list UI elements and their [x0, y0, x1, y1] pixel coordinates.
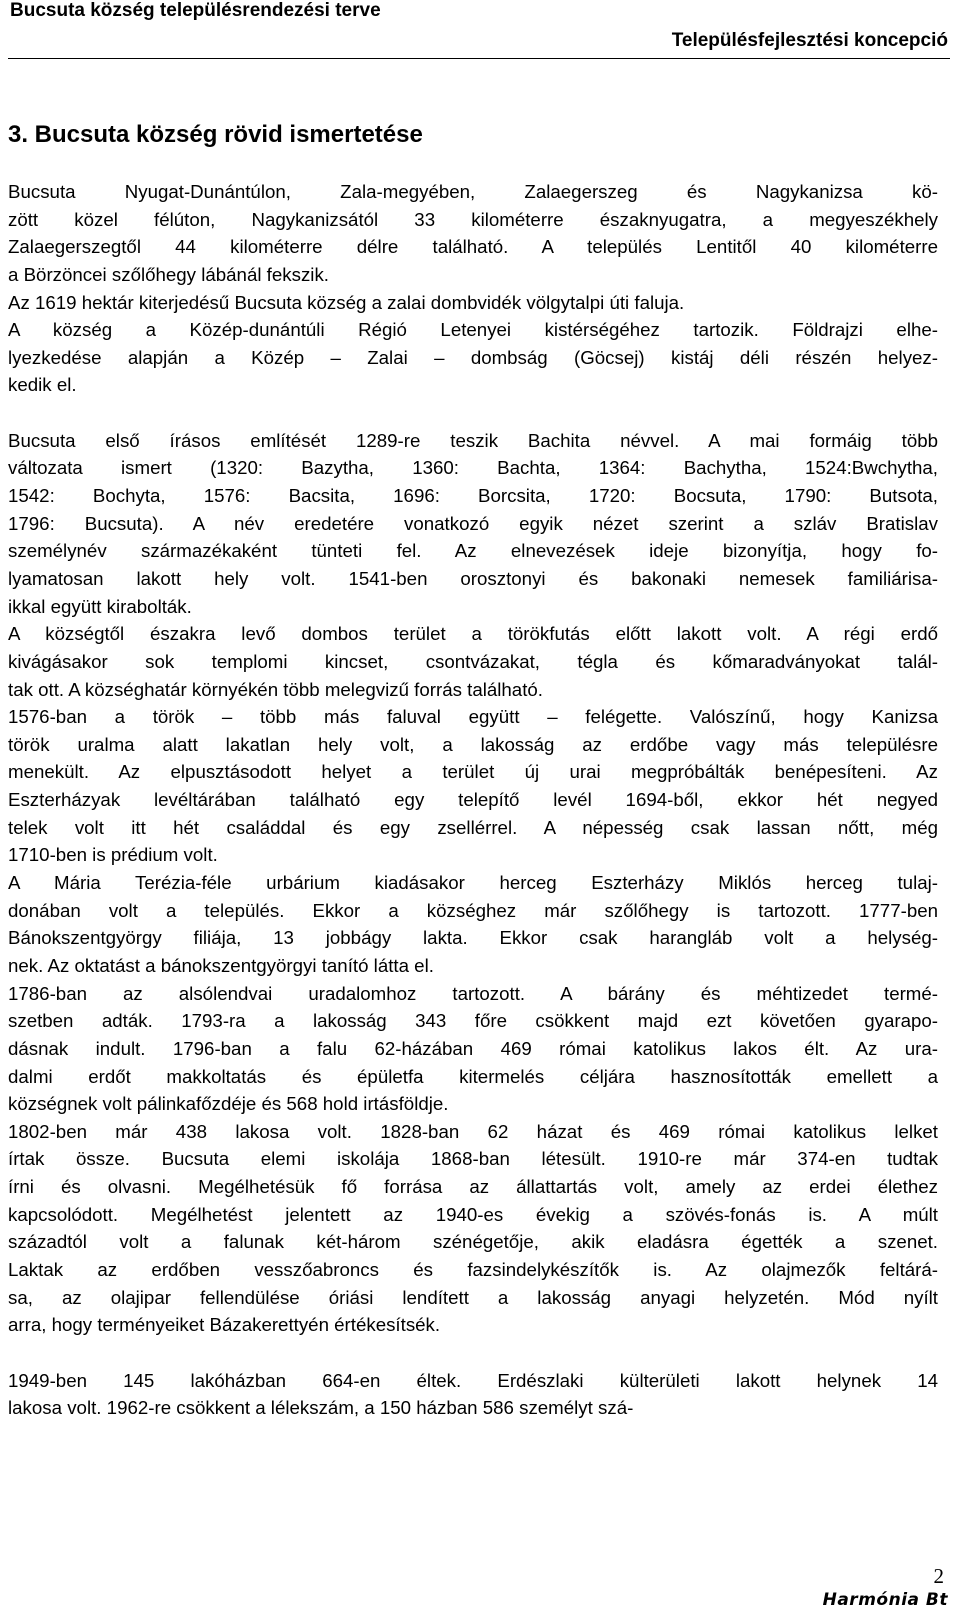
- section-title: 3. Bucsuta község rövid ismertetése: [8, 121, 423, 148]
- text-line: donában volt a település. Ekkor a községhez már szőlőhegy is tartozott. 1777-ben: [8, 899, 938, 921]
- text-line: Az 1619 hektár kiterjedésű Bucsuta község a zalai dombvidék völgytalpi úti faluja.: [8, 291, 685, 313]
- text-line: írtak össze. Bucsuta elemi iskolája 1868-ban létesült. 1910-re már 374-en tudtak: [8, 1148, 938, 1170]
- header-divider: [8, 58, 950, 59]
- text-line: zött közel félúton, Nagykanizsától 33 kilométerre északnyugatra, a megyeszékhely: [8, 208, 938, 230]
- document-header-subtitle: Településfejlesztési koncepció: [671, 30, 948, 51]
- text-line: tak ott. A községhatár környékén több melegvizű forrás található.: [8, 678, 543, 700]
- text-line: 1786-ban az alsólendvai uradalomhoz tartozott. A bárány és méhtizedet termé-: [8, 982, 938, 1004]
- page-number: 2: [933, 1564, 944, 1588]
- paragraph-gap: [8, 399, 938, 427]
- text-line: Bucsuta Nyugat-Dunántúlon, Zala-megyében, Zalaegerszeg és Nagykanizsa kö-: [8, 181, 938, 202]
- text-line: írni és olvasni. Megélhetésük fő forrása az állattartás volt, amely az erdei élethez: [8, 1176, 938, 1198]
- text-line: telek volt itt hét családdal és egy zsellérrel. A népesség csak lassan nőtt, még: [8, 816, 938, 838]
- text-line: szetben adták. 1793-ra a lakosság 343 főre csökkent majd ezt követően gyarapo-: [8, 1010, 938, 1032]
- text-line: kivágásakor sok templomi kincset, csontvázakat, tégla és kőmaradványokat talál-: [8, 650, 938, 672]
- text-line: személynév származékaként tünteti fel. Az elnevezések ideje bizonyítja, hogy fo-: [8, 540, 938, 562]
- text-line: ikkal együtt kirabolták.: [8, 595, 192, 617]
- text-line: dásnak indult. 1796-ban a falu 62-házában 469 római katolikus lakos élt. Az ura-: [8, 1037, 938, 1059]
- text-line: 1710-ben is prédium volt.: [8, 844, 218, 866]
- text-line: menekült. Az elpusztásodott helyet a terület új urai megpróbálták benépesíteni. Az: [8, 761, 938, 783]
- company-logo: Harmónia Bt: [822, 1590, 948, 1610]
- text-line: lakosa volt. 1962-re csökkent a lélekszám, a 150 házban 586 személyt szá-: [8, 1397, 634, 1419]
- body-text: [8, 178, 938, 1422]
- text-line: változata ismert (1320: Bazytha, 1360: Bachta, 1364: Bachytha, 1524:Bwchytha,: [8, 457, 938, 479]
- text-line: lyamatosan lakott hely volt. 1541-ben orosztonyi és bakonaki nemesek familiárisa-: [8, 567, 938, 589]
- text-line: 1542: Bochyta, 1576: Bacsita, 1696: Borcsita, 1720: Bocsuta, 1790: Butsota,: [8, 485, 938, 507]
- text-line: a Börzöncei szőlőhegy lábánál fekszik.: [8, 263, 329, 285]
- text-line: Laktak az erdőben vesszőabroncs és fazsindelykészítők is. Az olajmezők feltárá-: [8, 1258, 938, 1280]
- text-line: Bucsuta első írásos említését 1289-re teszik Bachita névvel. A mai formáig több: [8, 429, 938, 451]
- text-line: sa, az olajipar fellendülése óriási lendített a lakosság anyagi helyzetén. Mód nyílt: [8, 1286, 938, 1308]
- text-line: lyezkedése alapján a Közép – Zalai – dombság (Göcsej) kistáj déli részén helyez-: [8, 346, 938, 368]
- text-line: nek. Az oktatást a bánokszentgyörgyi tanító látta el.: [8, 954, 434, 976]
- text-line: 1802-ben már 438 lakosa volt. 1828-ban 62 házat és 469 római katolikus lelket: [8, 1120, 938, 1142]
- paragraph: [8, 427, 938, 1339]
- text-line: 1796: Bucsuta). A név eredetére vonatkozó egyik nézet szerint a szláv Bratislav: [8, 512, 938, 534]
- text-line: török uralma alatt lakatlan hely volt, a lakosság az erdőbe vagy más településre: [8, 733, 938, 755]
- text-line: Bánokszentgyörgy filiája, 13 jobbágy lakta. Ekkor csak harangláb volt a helység-: [8, 927, 938, 949]
- document-header-title: Bucsuta község településrendezési terve: [10, 0, 381, 21]
- text-line: Eszterházyak levéltárában található egy telepítő levél 1694-ből, ekkor hét negyed: [8, 789, 938, 811]
- paragraph: [8, 178, 938, 399]
- text-line: A községtől északra levő dombos terület a törökfutás előtt lakott volt. A régi erdő: [8, 623, 938, 645]
- text-line: kapcsolódott. Megélhetést jelentett az 1940-es évekig a szövés-fonás is. A múlt: [8, 1203, 938, 1225]
- text-line: arra, hogy terményeiket Bázakerettyén értékesítsék.: [8, 1314, 441, 1336]
- text-line: kedik el.: [8, 374, 77, 396]
- text-line: 1576-ban a török – több más faluval együtt – felégette. Valószínű, hogy Kanizsa: [8, 706, 938, 728]
- text-line: Zalaegerszegtől 44 kilométerre délre található. A település Lentitől 40 kilométerre: [8, 236, 938, 258]
- text-line: dalmi erdőt makkoltatás és épületfa kitermelés céljára hasznosították emellett a: [8, 1065, 938, 1087]
- text-line: 1949-ben 145 lakóházban 664-en éltek. Erdészlaki külterületi lakott helynek 14: [8, 1369, 938, 1391]
- text-line: A Mária Terézia-féle urbárium kiadásakor herceg Eszterházy Miklós herceg tulaj-: [8, 872, 938, 894]
- text-line: községnek volt pálinkafőzdéje és 568 hold irtásföldje.: [8, 1093, 449, 1115]
- paragraph: [8, 1367, 938, 1422]
- text-line: századtól volt a falunak két-három szénégetője, akik eladásra égették a szenet.: [8, 1231, 938, 1253]
- paragraph-gap: [8, 1339, 938, 1367]
- text-line: A község a Közép-dunántúli Régió Letenyei kistérségéhez tartozik. Földrajzi elhe-: [8, 319, 938, 341]
